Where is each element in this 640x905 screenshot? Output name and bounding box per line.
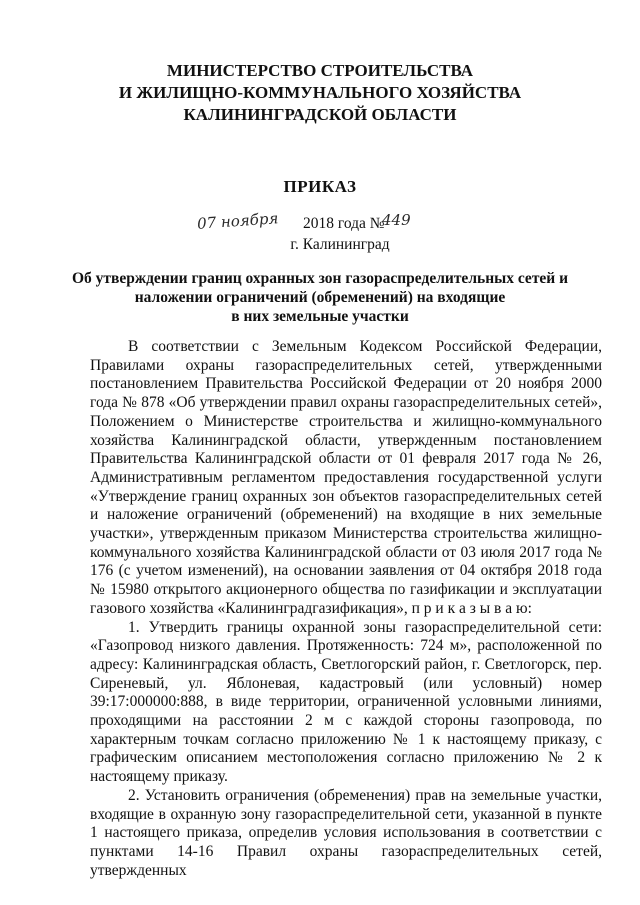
city-line: г. Калининград <box>290 236 390 253</box>
clause-1-paragraph: 1. Утвердить границы охранной зоны газораспределительной сети: «Газопровод низкого давления. Протяженность: 724 м», расположенной по адресу: Калининградская область, Светлогорский район, г. Светлогорск, пер. Сиреневый, ул. Яблоневая, кадастровый (или условный) номер 39:17:000000:888, в виде территории, ограниченной условными линиями, проходящими на расстоянии 2 м с каждой стороны газопровода, по характерным точкам согласно приложению № 1 к настоящему приказу, с графическим описанием местоположения согласно приложению № 2 к настоящему приказу. <box>90 618 602 786</box>
preamble-paragraph: В соответствии с Земельным Кодексом Российской Федерации, Правилами охраны газораспределительных сетей, утвержденными постановлением Правительства Российской Федерации от 20 ноября 2000 года № 878 «Об утверждении правил охраны газораспределительных сетей», Положением о Министерстве строительства и жилищно-коммунального хозяйства Калининградской области, утвержденным постановлением Правительства Калининградской области от 01 февраля 2017 года № 26, Административным регламентом предоставления государственной услуги «Утверждение границ охранных зон объектов газораспределительных сетей и наложение ограничений (обременений) на входящие в них земельные участки», утвержденным приказом Министерства строительства жилищно-коммунального хозяйства Калининградской области от 03 июля 2017 года № 176 (с учетом изменений), на основании заявления от 04 октября 2018 года № 15980 открытого акционерного общества по газификации и эксплуатации газового хозяйства «Калининградгазификация», п р и к а з ы в а ю: <box>90 338 602 617</box>
ministry-header-line-2: И ЖИЛИЩНО-КОММУНАЛЬНОГО ХОЗЯЙСТВА <box>118 83 522 102</box>
date-number-line <box>0 211 640 237</box>
document-title: ПРИКАЗ <box>283 177 357 196</box>
ministry-header-line-3: КАЛИНИНГРАДСКОЙ ОБЛАСТИ <box>183 105 457 124</box>
document-body <box>90 338 602 880</box>
clause-2-paragraph: 2. Установить ограничения (обременения) прав на земельные участки, входящие в охранную зону газораспределительной сети, указанной в пункте 1 настоящего приказа, определив условия использования в соответствии с пунктами 14-16 Правил охраны газораспределительных сетей, утвержденных <box>90 786 602 879</box>
handwritten-order-number: 449 <box>382 211 411 229</box>
ministry-header-line-1: МИНИСТЕРСТВО СТРОИТЕЛЬСТВА <box>166 61 474 80</box>
order-subject <box>0 269 640 326</box>
order-subject-line-1: Об утверждении границ охранных зон газораспределительных сетей и <box>71 270 569 287</box>
order-subject-line-2: наложении ограничений (обременений) на входящие <box>134 289 506 306</box>
printed-year-number-label: 2018 года № <box>303 215 385 232</box>
ministry-header <box>0 60 640 126</box>
order-subject-line-3: в них земельные участки <box>231 308 409 325</box>
handwritten-date: 07 ноября <box>196 209 279 233</box>
